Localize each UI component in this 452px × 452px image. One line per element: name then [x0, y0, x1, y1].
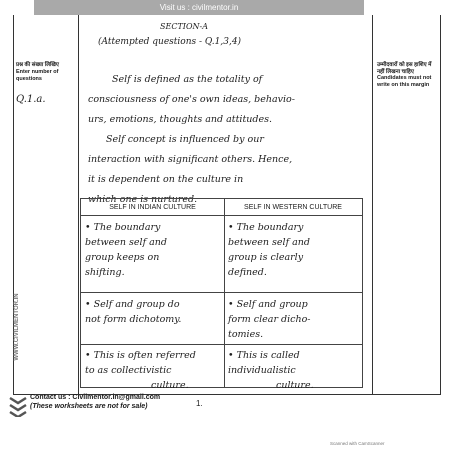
- right-margin-instructions: [377, 62, 439, 88]
- cell-line: group keeps on: [85, 252, 160, 263]
- right-margin-hindi: उम्मीदवारों को इस हाशिए में नहीं लिखना चाहिए: [377, 62, 432, 75]
- answer-line: Self concept is influenced by our: [106, 134, 264, 145]
- chevron-logo-icon: [8, 395, 28, 417]
- cell-line: • The boundary: [85, 222, 161, 233]
- scanner-watermark: Scanned with CamScanner: [330, 441, 385, 446]
- cell-line: tomies.: [228, 329, 264, 340]
- table-row-divider: [81, 292, 362, 293]
- cell-line: culture.: [151, 380, 189, 391]
- table-cell: [224, 295, 362, 344]
- cell-line: not form dichotomy.: [85, 314, 182, 325]
- answer-line: it is dependent on the culture in: [88, 174, 244, 185]
- comparison-table: [80, 198, 363, 391]
- right-margin-rule: [372, 15, 373, 395]
- table-cell: [81, 346, 224, 395]
- answer-line: urs, emotions, thoughts and attitudes.: [88, 114, 272, 125]
- table-cell: [224, 218, 362, 282]
- answer-line: interaction with significant others. Hence,: [88, 154, 293, 165]
- vertical-site-text: [11, 270, 23, 390]
- table-cell: [81, 218, 224, 282]
- answer-line: which one is nurtured.: [88, 194, 198, 205]
- left-margin-instructions: [16, 62, 82, 82]
- table-cell: [224, 346, 362, 395]
- cell-line: defined.: [228, 267, 267, 278]
- cell-line: between self and: [85, 237, 167, 248]
- attempted-questions: (Attempted questions - Q.1,3,4): [98, 37, 242, 47]
- footer-contact: [30, 394, 160, 411]
- vertical-site-label: WWW.CIVILMENTOR.IN: [14, 293, 20, 361]
- sale-disclaimer: (These worksheets are not for sale): [30, 402, 148, 410]
- answer-line: consciousness of one's own ideas, behavio-: [88, 94, 295, 105]
- cell-line: • This is often referred: [85, 350, 196, 361]
- cell-line: between self and: [228, 237, 310, 248]
- cell-line: culture.: [276, 380, 314, 391]
- cell-line: shifting.: [85, 267, 125, 278]
- cell-line: form clear dicho-: [228, 314, 311, 325]
- question-number: Q.1.a.: [16, 94, 46, 105]
- cell-line: individualistic: [228, 365, 296, 376]
- cell-line: group is clearly: [228, 252, 304, 263]
- table-header-western: SELF IN WESTERN CULTURE: [224, 199, 362, 216]
- cell-line: • This is called: [228, 350, 300, 361]
- section-title: SECTION-A: [160, 22, 208, 31]
- site-banner: Visit us : civilmentor.in: [34, 0, 364, 15]
- answer-paragraph: [88, 70, 370, 210]
- cell-line: • The boundary: [228, 222, 304, 233]
- left-margin-hindi: प्रश्न की संख्या लिखिए: [16, 62, 59, 68]
- contact-email: Contact us : Civilmentor.in@gmail.com: [30, 394, 161, 401]
- table-header-indian: SELF IN INDIAN CULTURE: [81, 199, 224, 216]
- table-row-divider: [81, 344, 362, 345]
- right-margin-english: Candidates must not write on this margin: [377, 75, 432, 88]
- cell-line: • Self and group: [228, 299, 308, 310]
- cell-line: to as collectivistic: [85, 365, 172, 376]
- table-cell: [81, 295, 224, 329]
- left-margin-english: Enter number of questions: [16, 69, 59, 82]
- cell-line: • Self and group do: [85, 299, 180, 310]
- page-number: 1.: [196, 399, 203, 408]
- answer-line: Self is defined as the totality of: [112, 74, 263, 85]
